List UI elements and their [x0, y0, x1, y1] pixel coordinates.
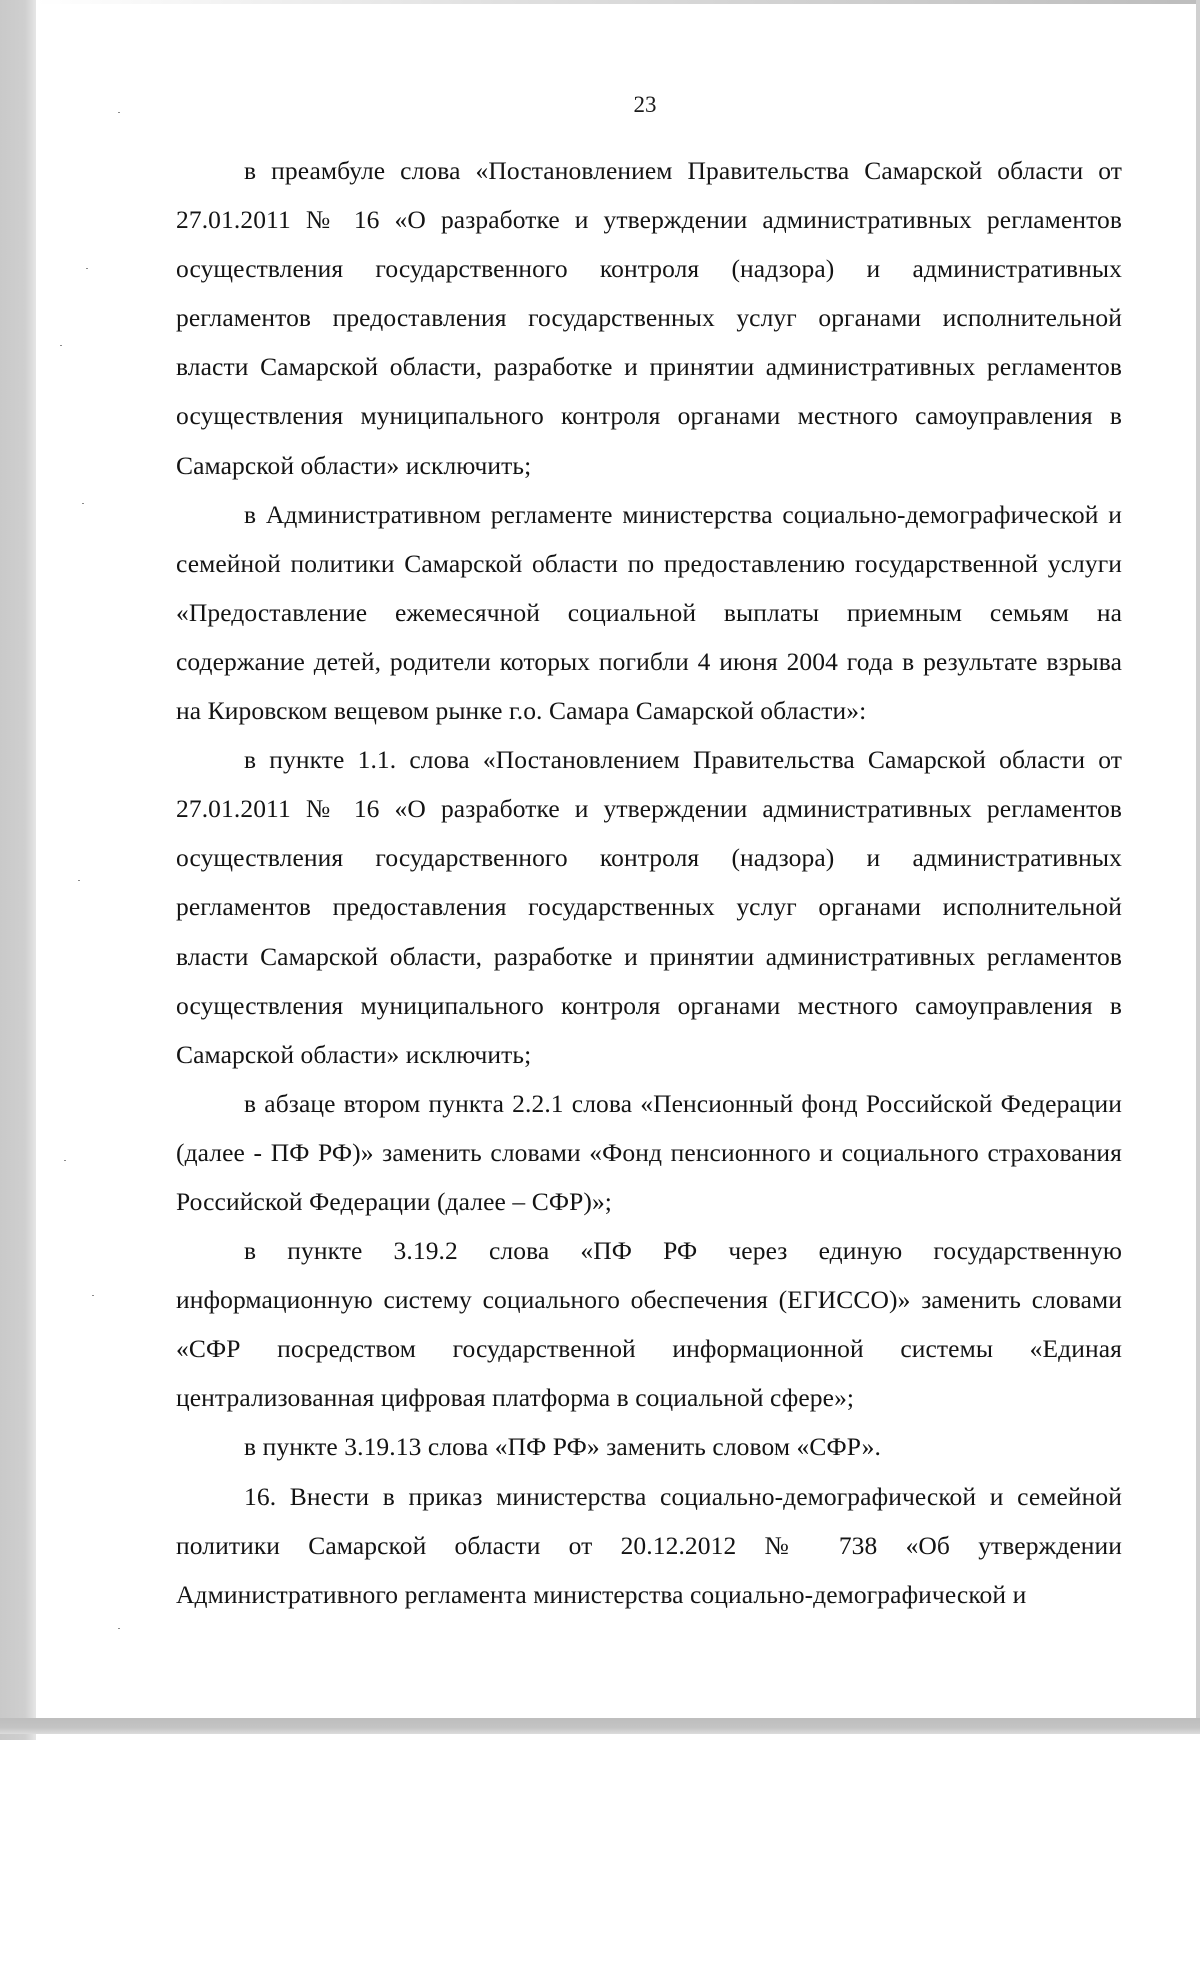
paragraph-point-2-2-1: в абзаце втором пункта 2.2.1 слова «Пенсионный фонд Российской Федерации (далее - ПФ РФ)» заменить словами «Фонд пенсионного и социального страхования Российской Федерации (далее – СФР)»; [176, 1088, 1122, 1216]
paragraph-preamble: в преамбуле слова «Постановлением Правительства Самарской области от 27.01.2011 № 16 «О разработке и утверждении административных регламентов осуществления государственного контроля (надзора) и административных регламентов предоставления государственных услуг органами исполнительной власти Самарской области, разработке и принятии административных регламентов осуществления муниципального контроля органами местного самоуправления в Самарской области» исключить; [176, 156, 1122, 480]
scan-speck [78, 880, 80, 881]
scan-speck [82, 503, 84, 504]
scan-speck [64, 1160, 66, 1161]
scan-bottom-border [0, 1718, 1200, 1734]
scan-speck [118, 1628, 120, 1629]
paragraph-admin-regulation: в Административном регламенте министерства социально-демографической и семейной политики Самарской области по предоставлению государственной услуги «Предоставление ежемесячной социальной выплаты приемным семьям на содержание детей, родители которых погибли 4 июня 2004 года в результате взрыва на Кировском вещевом рынке г.о. Самара Самарской области»: [176, 499, 1122, 726]
paragraph-point-1-1: в пункте 1.1. слова «Постановлением Правительства Самарской области от 27.01.2011 № 16 «О разработке и утверждении административных регламентов осуществления государственного контроля (надзора) и административных регламентов предоставления государственных услуг органами исполнительной власти Самарской области, разработке и принятии административных регламентов осуществления муниципального контроля органами местного самоуправления в Самарской области» исключить; [176, 745, 1122, 1069]
paragraph-point-3-19-13: в пункте 3.19.13 слова «ПФ РФ» заменить словом «СФР». [244, 1432, 881, 1462]
scan-speck [92, 1295, 94, 1296]
scan-speck [60, 345, 62, 346]
scan-right-border [1196, 0, 1200, 1720]
document-body [176, 146, 1122, 1619]
scan-top-border [36, 0, 1200, 4]
paragraph-item-16: 16. Внести в приказ министерства социально-демографической и семейной политики Самарской области от 20.12.2012 № 738 «Об утверждении Административного регламента министерства социально-демографической и [176, 1481, 1122, 1609]
scan-left-border [0, 0, 36, 1740]
page-number: 23 [633, 92, 657, 117]
paragraph-point-3-19-2: в пункте 3.19.2 слова «ПФ РФ через единую государственную информационную систему социального обеспечения (ЕГИССО)» заменить словами «СФР посредством государственной информационной системы «Единая централизованная цифровая платформа в социальной сфере»; [176, 1236, 1122, 1413]
scan-speck [86, 268, 88, 269]
